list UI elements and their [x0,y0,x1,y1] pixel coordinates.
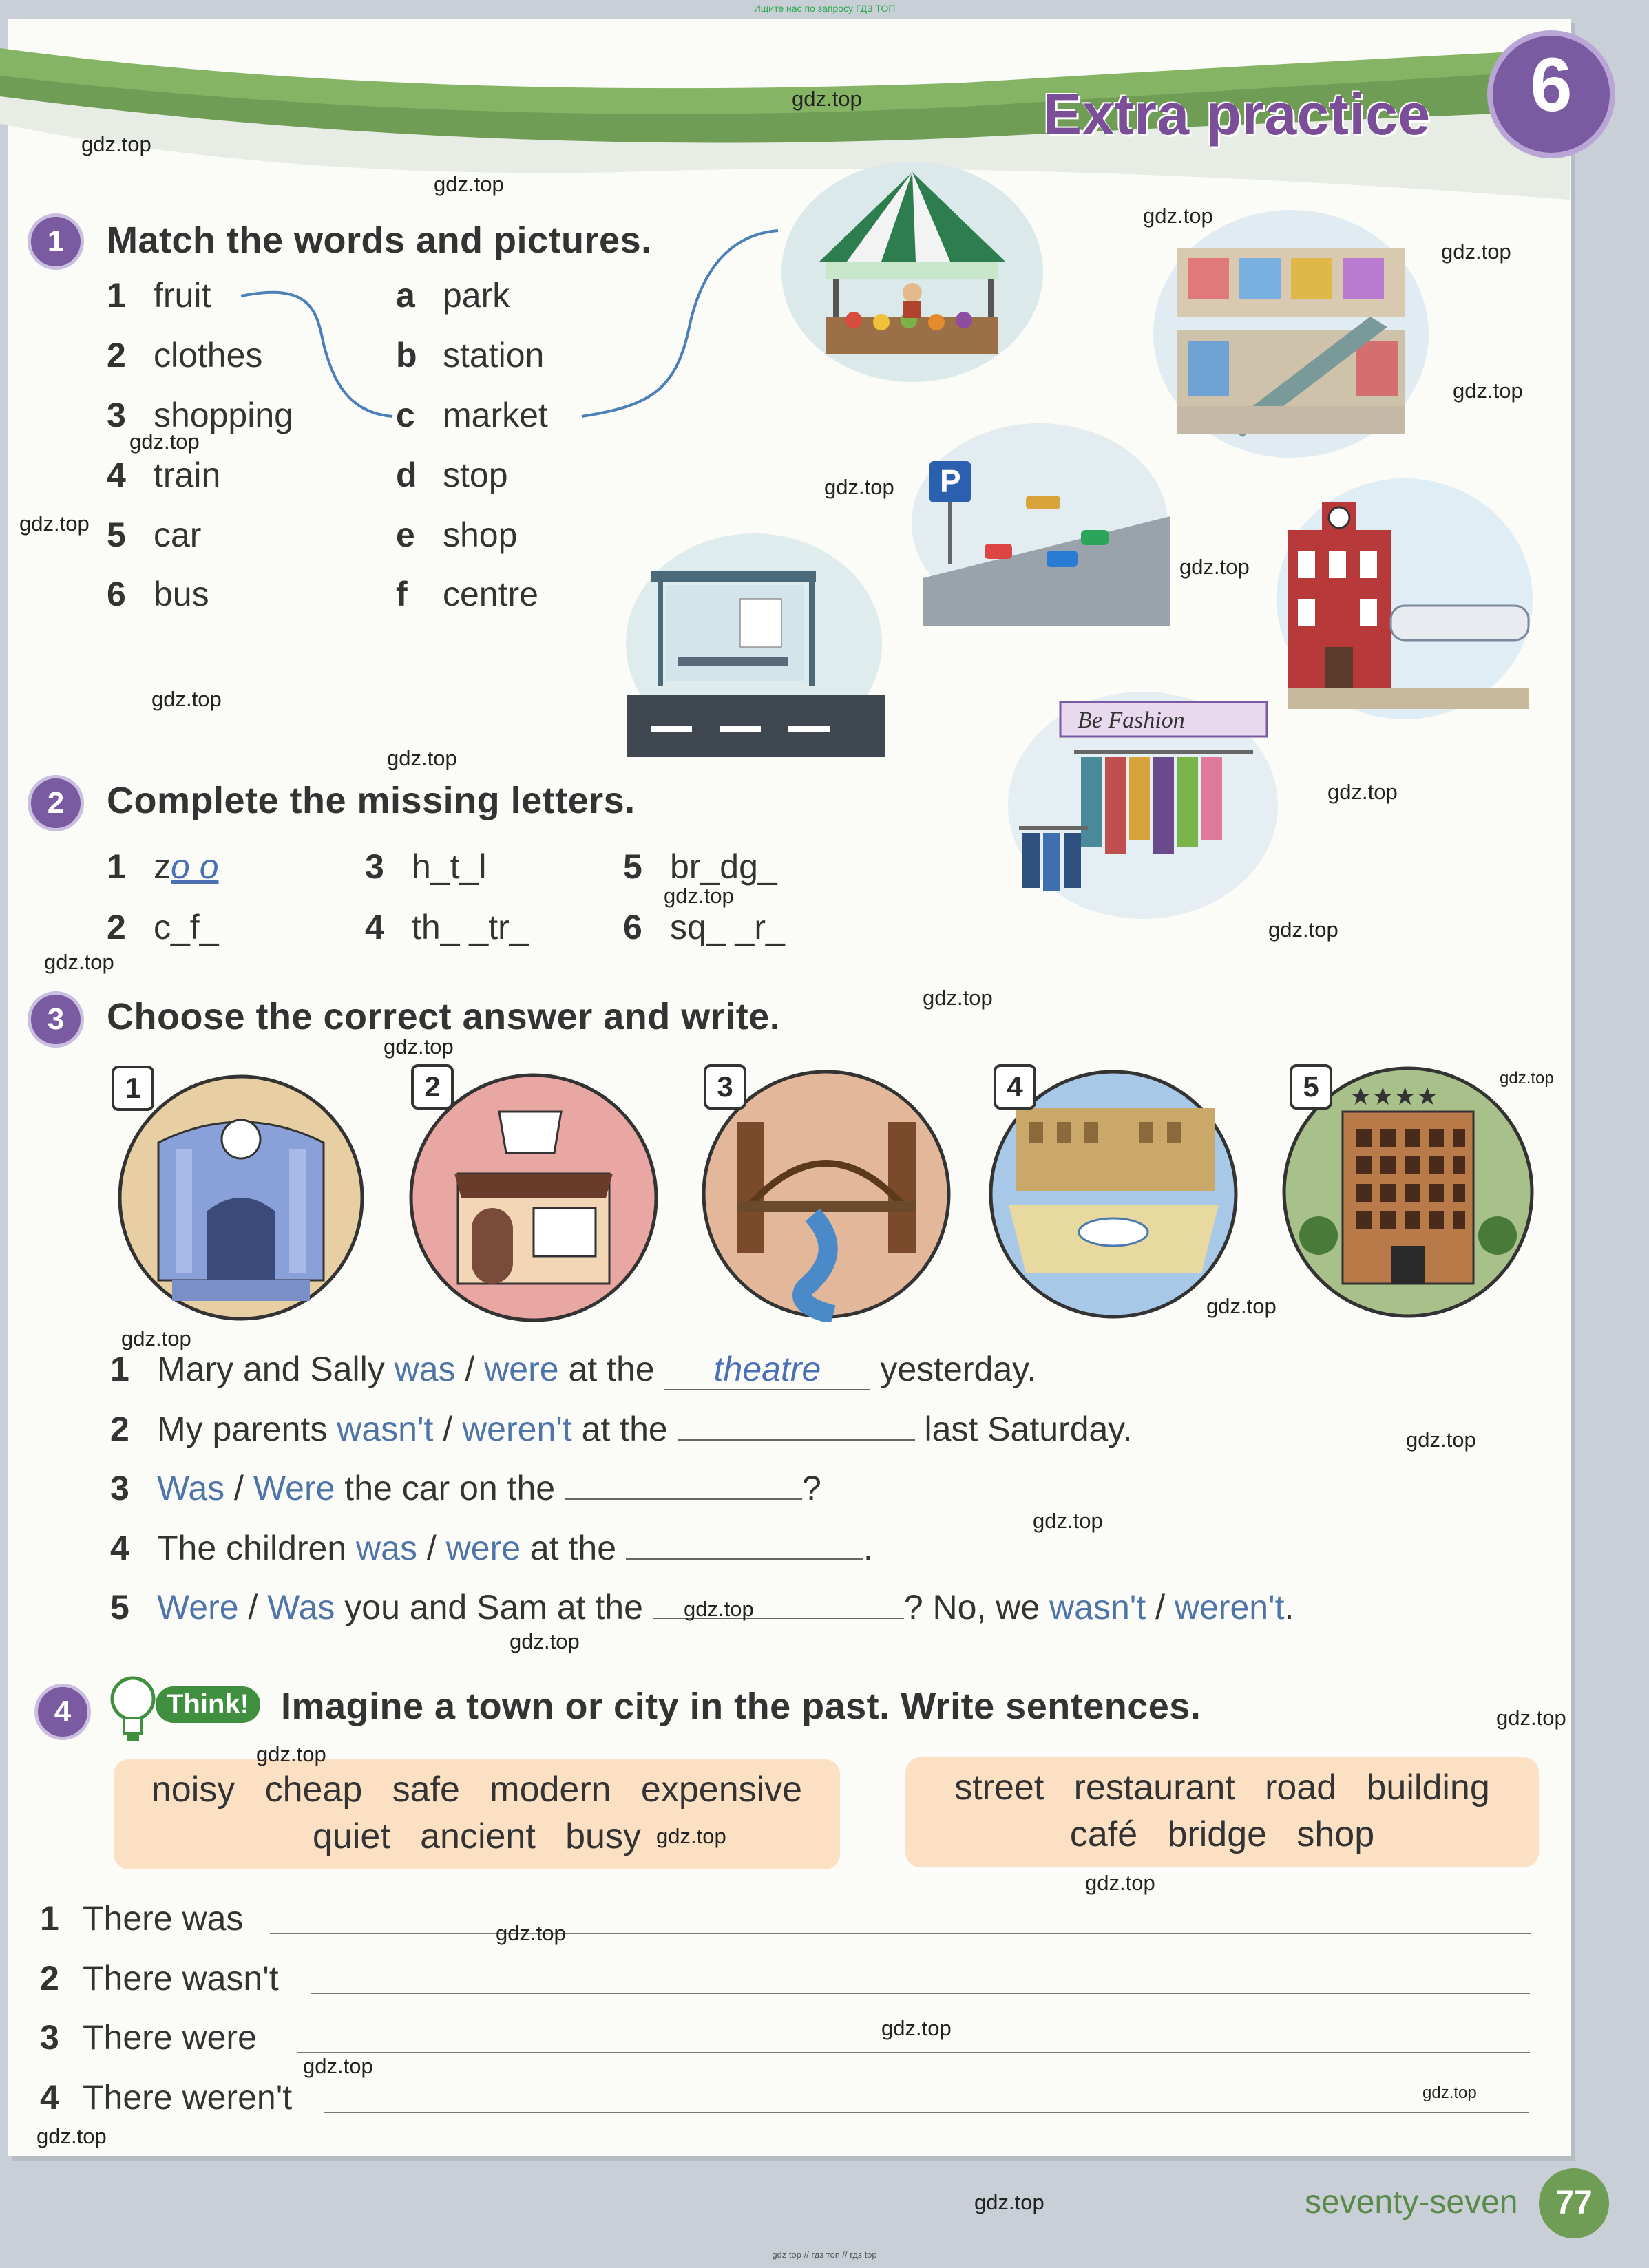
think-badge: Think! [156,1686,260,1723]
ex1-left-item: 2 clothes [107,336,263,374]
hotel-stars: ★★★★ [1349,1083,1439,1111]
watermark: gdz.top [151,687,222,711]
watermark: gdz.top [684,1597,754,1621]
watermark: gdz.top [824,475,894,499]
watermark: gdz.top [44,950,114,974]
watermark: gdz.top [656,1824,726,1848]
ex1-left-item: 4 train [107,456,221,494]
watermark: gdz.top [1496,1706,1566,1730]
parking-sign: P [940,463,961,499]
matching-lines [234,227,799,434]
ex1-right-item: d stop [396,456,508,494]
watermark: gdz.top [121,1326,191,1350]
ex3-sentence-5: 5 Were / Was you and Sam at the ? No, we wasn't / weren't. [110,1588,1294,1626]
watermark: gdz.top [792,87,862,111]
watermark: gdz.top [434,172,504,196]
watermark: gdz.top [1422,2084,1477,2102]
watermark: gdz.top [1179,555,1250,579]
watermark: gdz.top [384,1035,454,1059]
ex2-item-2: 2 c_f_ [107,908,219,946]
watermark: gdz.top [1268,918,1338,942]
bottom-note: gdz top // гдз топ // гдз top [772,2249,877,2260]
ex3-number: 3 [28,991,84,1048]
ex1-right-item: e shop [396,516,518,554]
ex4-writing-line-3[interactable] [297,2052,1530,2053]
watermark: gdz.top [1406,1428,1476,1452]
train-station-picture [1274,475,1535,723]
ex4-writing-line-1[interactable] [270,1933,1531,1934]
page-word: seventy-seven [1305,2184,1518,2221]
watermark: gdz.top [664,884,734,908]
ex1-title: Match the words and pictures. [107,220,652,261]
clothes-shop-picture [1005,688,1281,929]
ex3-picture-label-4: 4 [994,1064,1036,1110]
ex2-item-3: 3 h_t_l [365,847,487,886]
ex4-line-1: 1 There was [40,1899,244,1938]
ex4-line-3: 3 There were [40,2018,257,2057]
ex3-sentence-1: 1 Mary and Sally was / were at the theatre yesterday. [110,1349,1036,1390]
ex1-number: 1 [28,213,84,270]
watermark: gdz.top [1085,1871,1155,1895]
watermark: gdz.top [1500,1069,1554,1088]
watermark: gdz.top [1441,240,1511,264]
ex1-left-item: 3 shopping [107,396,293,434]
ex3-picture-label-3: 3 [704,1064,746,1110]
ex3-sentence-4: 4 The children was / were at the . [110,1529,873,1567]
adjectives-box [114,1759,840,1869]
shopping-centre-picture [1150,206,1432,461]
nouns-line-2: café bridge shop [1069,1814,1375,1854]
ex2-item-5: 5 br_dg_ [623,847,777,886]
watermark: gdz.top [1206,1294,1277,1318]
watermark: gdz.top [81,132,151,156]
watermark: gdz.top [1453,379,1523,403]
ex2-item-6: 6 sq_ _r_ [623,908,785,946]
ex3-sentence-3: 3 Was / Were the car on the ? [110,1469,821,1507]
watermark: gdz.top [129,430,200,454]
ex2-item-4: 4 th_ _tr_ [365,908,529,946]
adjectives-line-1: noisy cheap safe modern expensive [151,1770,803,1810]
watermark: gdz.top [303,2054,373,2078]
watermark: gdz.top [496,1921,566,1945]
watermark: gdz.top [923,986,993,1010]
nouns-box [905,1757,1539,1867]
lightbulb-icon [109,1673,157,1748]
shop-sign: Be Fashion [1078,708,1185,733]
theatre-picture [110,1074,372,1322]
watermark: gdz.top [36,2124,107,2148]
ex1-right-item: a park [396,276,510,315]
watermark: gdz.top [19,511,90,536]
page-number: 77 [1539,2168,1609,2238]
ex1-left-item: 6 bus [107,575,209,613]
watermark: gdz.top [256,1742,326,1766]
car-park-picture [909,420,1170,626]
watermark: gdz.top [1327,780,1398,804]
ex3-title: Choose the correct answer and write. [107,996,781,1037]
ex1-left-item: 1 fruit [107,276,211,315]
adjectives-line-2: quiet ancient busy [313,1816,641,1856]
ex4-title: Imagine a town or city in the past. Write sentences. [281,1686,1201,1727]
ex4-writing-line-2[interactable] [311,1993,1530,1994]
ex3-answer-1: theatre [713,1350,821,1388]
ex1-left-item: 5 car [107,516,202,554]
ex2-answer-1: o o [171,847,219,886]
header-title: Extra practice [1043,82,1431,147]
ex2-title: Complete the missing letters. [107,780,636,821]
watermark: gdz.top [387,746,457,770]
ex4-number: 4 [34,1684,91,1740]
ex4-line-4: 4 There weren't [40,2078,293,2117]
ex1-right-item: f centre [396,575,538,613]
ex3-picture-label-5: 5 [1290,1064,1332,1110]
bus-stop-picture [623,530,885,757]
market-picture [778,158,1047,385]
ex3-picture-label-1: 1 [112,1066,154,1111]
watermark: gdz.top [510,1629,580,1653]
watermark: gdz.top [1143,204,1213,228]
ex3-picture-label-2: 2 [411,1064,454,1110]
ex1-right-item: c market [396,396,548,434]
ex2-item-1: 1 zo o [107,847,219,886]
ex1-right-item: b station [396,336,545,374]
ex4-writing-line-4[interactable] [324,2112,1529,2113]
watermark: gdz.top [974,2190,1044,2214]
unit-number: 6 [1530,43,1573,127]
watermark: gdz.top [1033,1509,1103,1533]
ex3-sentence-2: 2 My parents wasn't / weren't at the last Saturday. [110,1410,1133,1448]
nouns-line-1: street restaurant road building [954,1768,1490,1808]
ex4-line-2: 2 There wasn't [40,1959,279,1997]
ex2-number: 2 [28,775,84,831]
top-note: Ищите нас по запросу ГДЗ ТОП [753,3,896,14]
watermark: gdz.top [881,2016,952,2040]
